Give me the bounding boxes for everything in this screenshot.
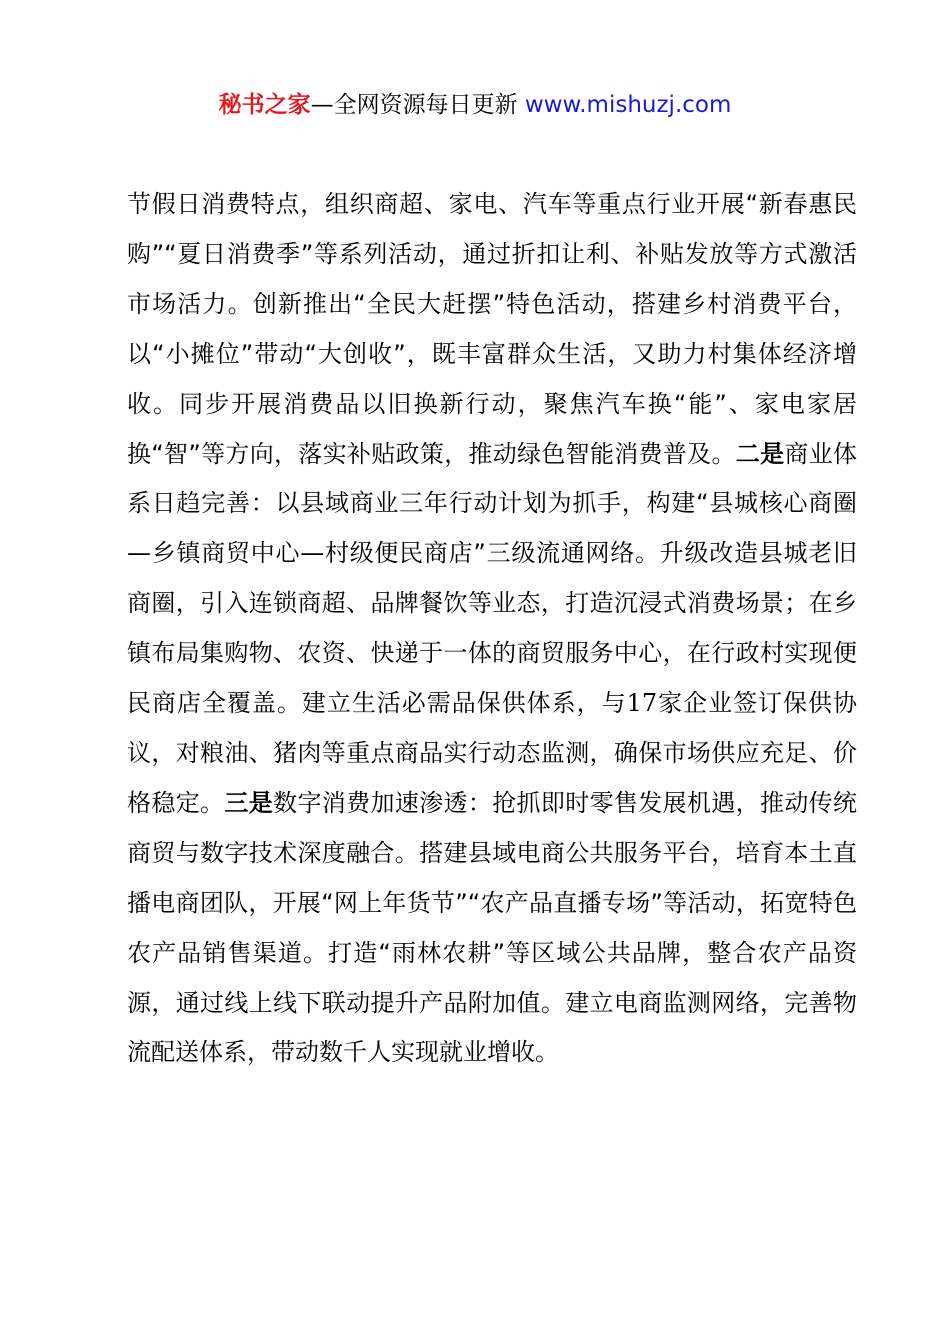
enterprise-count: 17	[626, 689, 658, 718]
body-segment-3: 数字消费加速渗透：抢抓即时零售发展机遇，推动传统商贸与数字技术深度融合。搭建县域电商公共服务平台，培育本土直播电商团队，开展“网上年货节”“农产品直播专场”等活动，拓宽特色农产品销售渠道。打造“雨林农耕”等区域公共品牌，整合农产品资源，通过线上线下联动提升产品附加值。建立电商监测网络，完善物流配送体系，带动数千人实现就业增收。	[127, 788, 858, 1067]
page-header	[0, 88, 950, 122]
site-tagline: —全网资源每日更新	[310, 92, 525, 118]
document-body-paragraph	[127, 180, 857, 1078]
body-segment-2a: 商业体系日趋完善：以县域商业三年行动计划为抓手，构建“县城核心商圈—乡镇商贸中心—村级便民商店”三级流通网络。升级改造县城老旧商圈，引入连锁商超、品牌餐饮等业态，打造沉浸式消费场景；在乡镇布局集购物、农资、快递于一体的商贸服务中心，在行政村实现便民商店全覆盖。建立生活必需品保供体系，与	[127, 439, 857, 718]
section-lead-two: 二是	[735, 439, 785, 468]
site-url-link[interactable]: www.mishuzj.com	[524, 92, 732, 118]
site-brand: 秘书之家	[218, 92, 311, 118]
body-segment-2b: 家企业签订保供协议，对粮油、猪肉等重点商品实行动态监测，确保市场供应充足、价格稳定。	[127, 689, 857, 817]
section-lead-three: 三是	[224, 788, 274, 817]
body-segment-1: 节假日消费特点，组织商超、家电、汽车等重点行业开展“新春惠民购”“夏日消费季”等系列活动，通过折扣让利、补贴发放等方式激活市场活力。创新推出“全民大赶摆”特色活动，搭建乡村消费平台，以“小摊位”带动“大创收”，既丰富群众生活，又助力村集体经济增收。同步开展消费品以旧换新行动，聚焦汽车换“能”、家电家居换“智”等方向，落实补贴政策，推动绿色智能消费普及。	[127, 190, 857, 468]
